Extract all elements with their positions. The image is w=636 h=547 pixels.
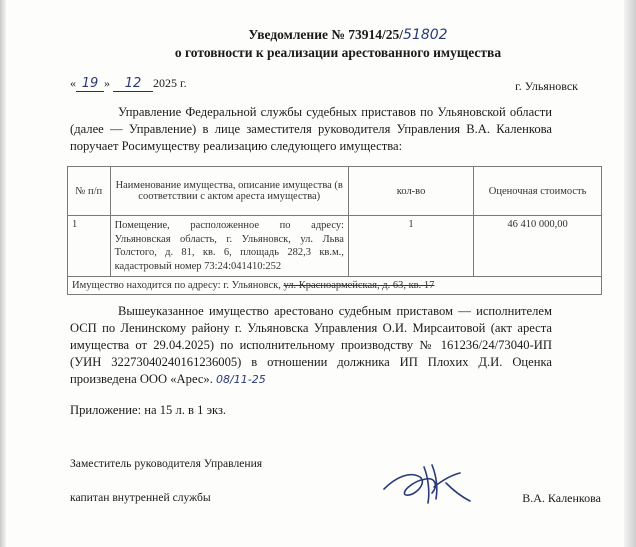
scan-edge-right — [624, 0, 636, 547]
header-qty: кол-во — [348, 167, 473, 216]
signer-name: В.А. Каленкова — [522, 491, 601, 505]
attachment-line: Приложение: на 15 л. в 1 экз. — [70, 403, 227, 417]
date-close-quote: » — [104, 76, 110, 90]
row-qty: 1 — [348, 216, 473, 277]
table-header-row — [68, 167, 602, 216]
date-month: 12 — [113, 76, 153, 92]
date-year: 2025 г. — [153, 76, 187, 90]
document-date — [70, 76, 187, 92]
scan-edge-left — [0, 0, 6, 547]
signer-position: Заместитель руководителя Управления — [70, 457, 263, 470]
address-city: г. Ульяновск, — [223, 280, 281, 291]
handwritten-number: 51802 — [403, 27, 448, 43]
row-value: 46 410 000,00 — [474, 216, 602, 277]
address-row — [68, 277, 602, 295]
address-label: Имущество находится по адресу: — [72, 280, 221, 291]
handwritten-note: 08/11-25 — [216, 373, 266, 386]
address-cell — [68, 277, 602, 295]
header-description: Наименование имущества, описание имущества (в соответствии с актом ареста имущества) — [110, 167, 348, 216]
main-paragraph — [70, 303, 552, 388]
title-prefix: Уведомление № 73914/25/ — [248, 27, 404, 42]
address-struck: ул. Красноармейская, д. 63, кв. 17 — [283, 280, 435, 291]
row-description: Помещение, расположенное по адресу: Ульяновская область, г. Ульяновск, ул. Льва Толстого, д. 81, кв. 6, площадь 282,3 кв.м., кадастровый номер 73:24:041410:252 — [110, 216, 348, 277]
header-value: Оценочная стоимость — [474, 167, 602, 216]
document-city: г. Ульяновск — [515, 79, 578, 93]
main-text: Вышеуказанное имущество арестовано судебным приставом — исполнителем ОСП по Ленинскому району г. Ульяновска Управления О.И. Мирсаитовой (акт ареста имущества от 29.04.2025) по исполнительному производству № 161236/24/73040-ИП (УИН 32273040240161236005) в отношении должника ИП Плохих Д.И. Оценка произведена ООО «Арес». — [70, 304, 552, 386]
intro-paragraph: Управление Федеральной службы судебных приставов по Ульяновской области (далее — Управление) в лице заместителя руководителя Управления В.А. Каленкова поручает Росимуществу реализацию следующего имущества: — [70, 105, 552, 153]
signer-rank: капитан внутренней службы — [70, 491, 211, 504]
handwritten-signature — [376, 457, 476, 507]
header-num: № п/п — [68, 167, 111, 216]
row-num: 1 — [68, 216, 111, 277]
document-title — [0, 27, 636, 43]
date-open-quote: « — [70, 76, 76, 90]
document-subtitle: о готовности к реализации арестованного имущества — [174, 45, 502, 60]
date-day: 19 — [76, 76, 104, 92]
table-row — [68, 216, 602, 277]
property-table — [67, 166, 602, 295]
